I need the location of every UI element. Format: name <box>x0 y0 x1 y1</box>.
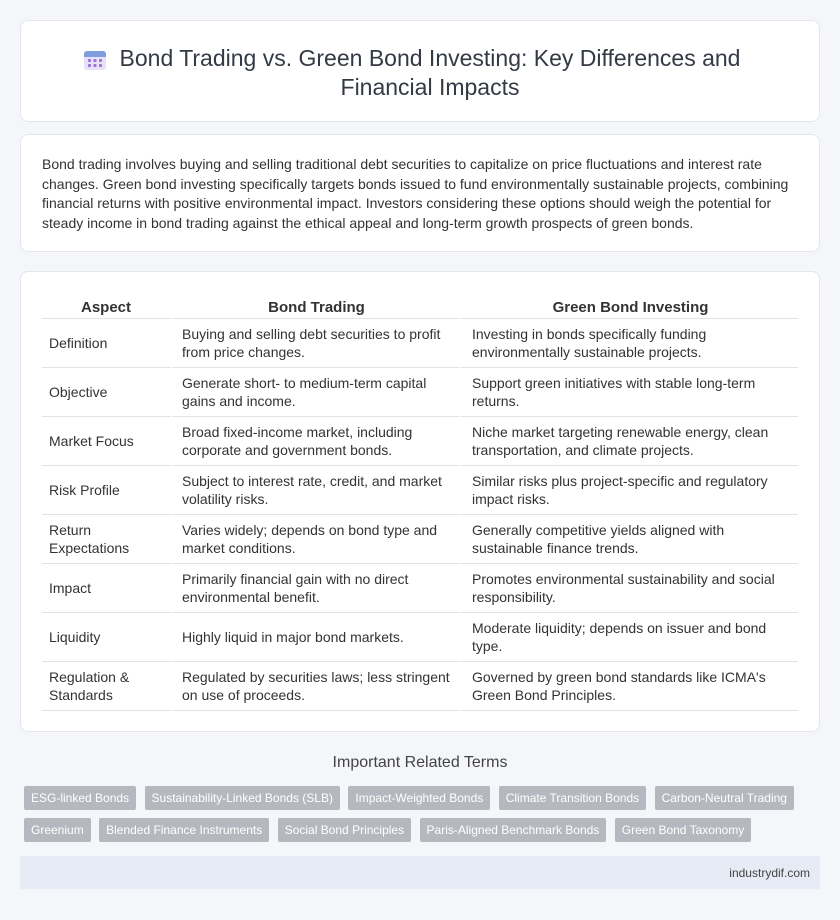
row-bond-trading: Buying and selling debt securities to profit from price changes. <box>170 319 460 368</box>
comparison-card <box>20 271 820 732</box>
row-green-bond: Similar risks plus project-specific and regulatory impact risks. <box>460 466 798 515</box>
tag-social-bond-principles[interactable]: Social Bond Principles <box>278 818 411 842</box>
footer-site-link[interactable]: industrydif.com <box>729 866 810 880</box>
row-aspect: Definition <box>42 319 170 368</box>
row-green-bond: Niche market targeting renewable energy, clean transportation, and climate projects. <box>460 417 798 466</box>
row-bond-trading: Broad fixed-income market, including corporate and government bonds. <box>170 417 460 466</box>
intro-paragraph: Bond trading involves buying and selling traditional debt securities to capitalize on price fluctuations and interest rate changes. Green bond investing specifically targets bonds issued to fund environmentally sustainable projects, combining financial returns with positive environmental impact. Investors considering these options should weigh the potential for steady income in bond trading against the ethical appeal and long-term growth prospects of green bonds. <box>42 156 789 231</box>
row-aspect: Liquidity <box>42 613 170 662</box>
comparison-table <box>42 296 798 711</box>
row-aspect: Impact <box>42 564 170 613</box>
row-bond-trading: Highly liquid in major bond markets. <box>170 613 460 662</box>
row-aspect: Return Expectations <box>42 515 170 564</box>
tag-paris-aligned-benchmark-bonds[interactable]: Paris-Aligned Benchmark Bonds <box>420 818 607 842</box>
table-row <box>42 319 798 368</box>
header-card <box>20 20 820 122</box>
row-aspect: Objective <box>42 368 170 417</box>
page-title: Bond Trading vs. Green Bond Investing: Key Differences and Financial Impacts <box>119 45 741 100</box>
row-green-bond: Generally competitive yields aligned with sustainable finance trends. <box>460 515 798 564</box>
header-bond-trading: Bond Trading <box>170 296 460 319</box>
row-green-bond: Promotes environmental sustainability and social responsibility. <box>460 564 798 613</box>
tag-impact-weighted-bonds[interactable]: Impact-Weighted Bonds <box>348 786 490 810</box>
tag-blended-finance-instruments[interactable]: Blended Finance Instruments <box>99 818 269 842</box>
row-bond-trading: Primarily financial gain with no direct environmental benefit. <box>170 564 460 613</box>
table-header-row <box>42 296 798 319</box>
table-row <box>42 466 798 515</box>
intro-card <box>20 134 820 252</box>
table-row <box>42 564 798 613</box>
table-row <box>42 613 798 662</box>
header-aspect: Aspect <box>42 296 170 319</box>
related-terms-title: Important Related Terms <box>332 754 508 771</box>
row-bond-trading: Generate short- to medium-term capital gains and income. <box>170 368 460 417</box>
row-bond-trading: Subject to interest rate, credit, and market volatility risks. <box>170 466 460 515</box>
footer <box>20 856 820 889</box>
row-aspect: Risk Profile <box>42 466 170 515</box>
row-green-bond: Governed by green bond standards like ICMA's Green Bond Principles. <box>460 662 798 711</box>
table-row <box>42 662 798 711</box>
tag-carbon-neutral-trading[interactable]: Carbon-Neutral Trading <box>655 786 794 810</box>
row-aspect: Market Focus <box>42 417 170 466</box>
row-green-bond: Moderate liquidity; depends on issuer and bond type. <box>460 613 798 662</box>
tag-sustainability-linked-bonds[interactable]: Sustainability-Linked Bonds (SLB) <box>145 786 340 810</box>
row-green-bond: Investing in bonds specifically funding environmentally sustainable projects. <box>460 319 798 368</box>
tag-esg-linked-bonds[interactable]: ESG-linked Bonds <box>24 786 136 810</box>
table-row <box>42 368 798 417</box>
table-row <box>42 515 798 564</box>
row-bond-trading: Varies widely; depends on bond type and market conditions. <box>170 515 460 564</box>
related-terms-tags <box>24 786 804 850</box>
header-green-bond-investing: Green Bond Investing <box>460 296 798 319</box>
tag-green-bond-taxonomy[interactable]: Green Bond Taxonomy <box>615 818 752 842</box>
tag-climate-transition-bonds[interactable]: Climate Transition Bonds <box>499 786 646 810</box>
row-aspect: Regulation & Standards <box>42 662 170 711</box>
tag-greenium[interactable]: Greenium <box>24 818 91 842</box>
row-bond-trading: Regulated by securities laws; less stringent on use of proceeds. <box>170 662 460 711</box>
table-row <box>42 417 798 466</box>
row-green-bond: Support green initiatives with stable long-term returns. <box>460 368 798 417</box>
